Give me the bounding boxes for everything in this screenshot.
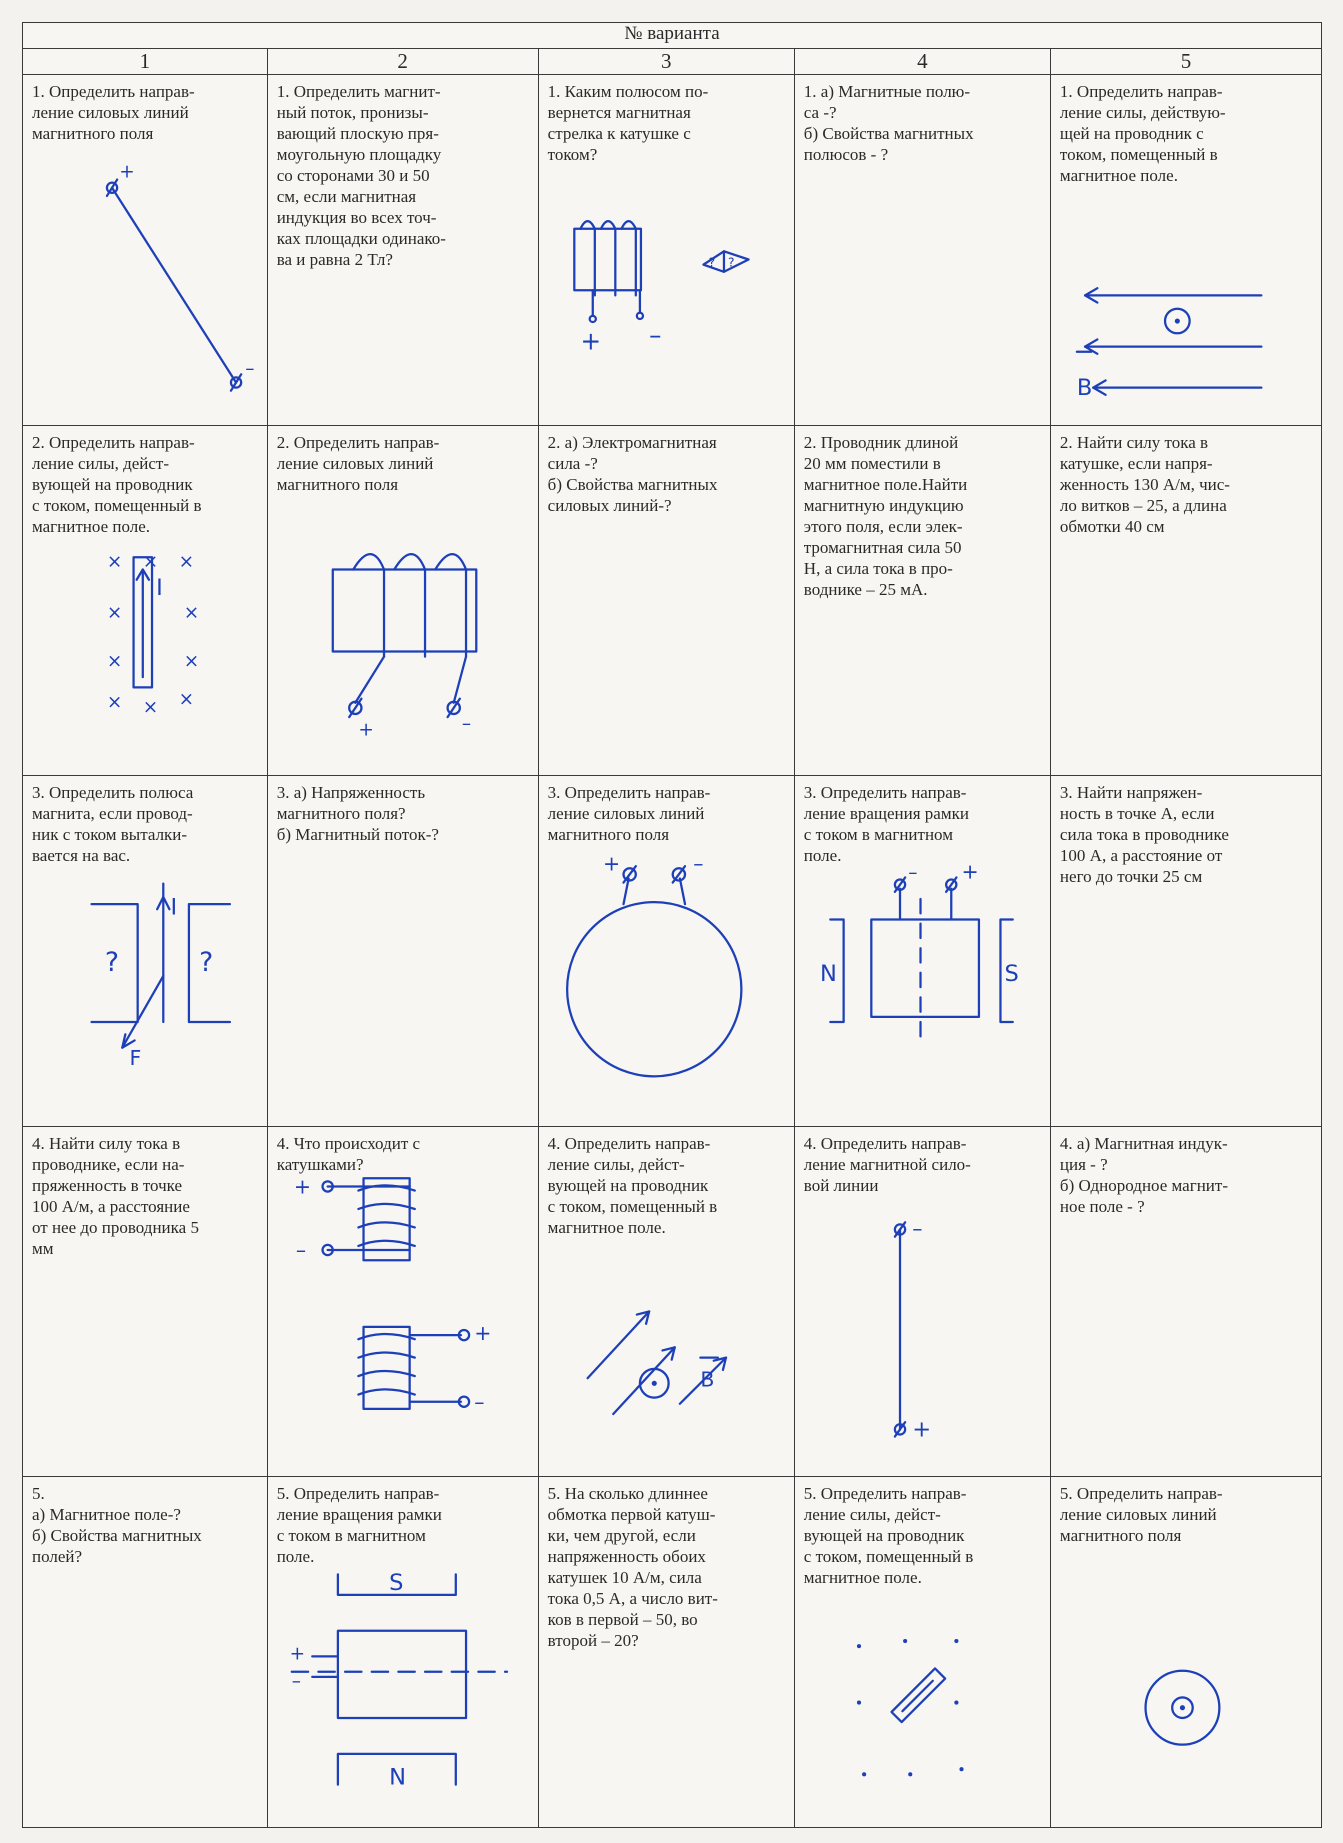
task-cell	[1050, 75, 1321, 426]
task-cell	[23, 1477, 268, 1828]
task-text: 2. Определить направ- ление силовых линий магнитного поля	[276, 432, 440, 494]
svg-text:×: ×	[178, 688, 195, 710]
task-text: 4. Что происходит с катушками?	[276, 1133, 421, 1174]
unknown-label: ?	[199, 947, 214, 979]
minus-label: –	[908, 862, 918, 884]
task-cell	[794, 1126, 1050, 1477]
unknown-label: ?	[104, 947, 120, 979]
task-cell	[267, 1477, 538, 1828]
task-row	[23, 1477, 1322, 1828]
task-cell	[267, 425, 538, 776]
minus-label: –	[648, 320, 662, 350]
task-text: 3. Определить направ- ление силовых линий магнитного поля	[547, 783, 711, 845]
column-number: 2	[267, 48, 538, 75]
minus-label: –	[473, 1389, 485, 1414]
task-cell	[267, 75, 538, 426]
south-label: S	[1004, 961, 1019, 988]
task-cell	[23, 75, 268, 426]
force-label: F	[129, 1046, 142, 1071]
column-number: 4	[794, 48, 1050, 75]
svg-text:×: ×	[183, 602, 200, 624]
plus-label: +	[580, 326, 601, 356]
task-row	[23, 75, 1322, 426]
task-cell	[538, 1126, 794, 1477]
minus-label: –	[295, 1238, 306, 1263]
task-cell	[1050, 1477, 1321, 1828]
task-text: 3. Определить полюса магнита, если провод- ник с током выталки- вается на вас.	[32, 783, 194, 866]
task-cell	[1050, 425, 1321, 776]
task-text: 1. а) Магнитные полю- са -? б) Свойства магнитных полюсов - ?	[803, 82, 974, 165]
task-text: 2. Найти силу тока в катушке, если напря- женность 130 А/м, чис- ло витков – 25, а длина обмотки 40 см	[1059, 432, 1230, 536]
task-cell	[267, 1126, 538, 1477]
task-text: 2. Проводник длиной 20 мм поместили в магнитное поле.Найти магнитную индукцию этого поля, если элек- тромагнитная сила 50 Н, а сила тока в про- воднике – 25 мА.	[803, 432, 968, 599]
task-text: 3. Найти напряжен- ность в точке А, если сила тока в проводнике 100 А, а расстояние от него до точки 25 см	[1059, 783, 1229, 887]
task-text: 5. Определить направ- ление силовых линий магнитного поля	[1059, 1484, 1223, 1546]
task-text: 4. а) Магнитная индук- ция - ? б) Однородное магнит- ное поле - ?	[1059, 1133, 1228, 1216]
plus-label: +	[961, 859, 979, 884]
task-text: 1. Определить магнит- ный поток, пронизы- вающий плоскую пря- моугольную площадку со сторонами 30 и 50 см, если магнитная индукция во всех точ- ках площадки одинако- ва и равна 2 Тл?	[276, 82, 446, 270]
minus-label: –	[291, 1671, 301, 1693]
minus-label: –	[912, 1216, 923, 1241]
svg-text:×: ×	[106, 551, 123, 573]
task-text: 1. Каким полюсом по- вернется магнитная стрелка к катушке с током?	[547, 82, 709, 165]
column-number: 5	[1050, 48, 1321, 75]
south-label: S	[388, 1570, 404, 1597]
unknown-label: ?	[708, 255, 715, 270]
svg-text:×: ×	[178, 551, 195, 573]
task-cell	[794, 75, 1050, 426]
induction-label: B	[1076, 375, 1093, 402]
svg-text:×: ×	[142, 696, 159, 718]
task-cell	[1050, 776, 1321, 1127]
task-cell	[794, 776, 1050, 1127]
column-number-row	[23, 48, 1322, 75]
task-row	[23, 776, 1322, 1127]
svg-text:×: ×	[183, 650, 200, 672]
plus-label: +	[119, 161, 135, 183]
variant-header: № варианта	[23, 23, 1322, 49]
task-text: 5. На сколько длиннее обмотка первой катуш- ки, чем другой, если напряженность обоих катушек 10 А/м, сила тока 0,5 А, а число вит- ков в первой – 50, во второй – 20?	[547, 1484, 718, 1651]
task-cell	[538, 425, 794, 776]
task-text: 1. Определить направ- ление силовых линий магнитного поля	[32, 82, 195, 144]
plus-label: +	[602, 851, 620, 876]
minus-label: –	[692, 851, 704, 876]
north-label: N	[819, 961, 837, 988]
induction-label: B	[700, 1367, 715, 1392]
task-text: 4. Определить направ- ление силы, дейст- вующей на проводник с током, помещенный в магнитное поле.	[547, 1133, 718, 1237]
north-label: N	[388, 1764, 406, 1791]
plus-label: +	[289, 1643, 305, 1665]
plus-label: +	[473, 1321, 492, 1346]
task-cell	[538, 75, 794, 426]
task-text: 4. Определить направ- ление магнитной сило- вой линии	[803, 1133, 971, 1195]
task-cell	[794, 425, 1050, 776]
column-number: 3	[538, 48, 794, 75]
task-row	[23, 1126, 1322, 1477]
task-row	[23, 425, 1322, 776]
unknown-label: ?	[727, 255, 735, 270]
task-cell	[267, 776, 538, 1127]
task-text: 5. Определить направ- ление силы, дейст- вующей на проводник с током, помещенный в магнитное поле.	[803, 1484, 974, 1588]
plus-label: +	[358, 719, 374, 741]
task-cell	[538, 1477, 794, 1828]
svg-text:×: ×	[106, 650, 123, 672]
task-text: 1. Определить направ- ление силы, действую- щей на проводник с током, помещенный в магнитное поле.	[1059, 82, 1226, 186]
task-cell	[23, 425, 268, 776]
task-text: 5. а) Магнитное поле-? б) Свойства магнитных полей?	[32, 1484, 202, 1567]
task-text: 2. а) Электромагнитная сила -? б) Свойства магнитных силовых линий-?	[547, 432, 718, 515]
task-text: 2. Определить направ- ление силы, дейст- вующей на проводник с током, помещенный в магнитное поле.	[32, 432, 202, 536]
svg-text:×: ×	[142, 551, 159, 573]
task-cell	[1050, 1126, 1321, 1477]
task-text: 5. Определить направ- ление вращения рамки с током в магнитном поле.	[276, 1484, 442, 1567]
plus-label: +	[912, 1416, 932, 1443]
two-coils-sketch	[268, 1127, 538, 1477]
task-cell	[23, 776, 268, 1127]
task-text: 3. Определить направ- ление вращения рамки с током в магнитном поле.	[803, 783, 969, 866]
column-number: 1	[23, 48, 268, 75]
svg-text:×: ×	[106, 691, 123, 713]
plus-label: +	[293, 1174, 311, 1199]
variants-table	[22, 22, 1322, 1828]
current-label: I	[170, 894, 178, 921]
task-cell	[538, 776, 794, 1127]
minus-label: –	[245, 358, 255, 380]
current-label: I	[156, 574, 163, 601]
task-text: 3. а) Напряженность магнитного поля? б) Магнитный поток-?	[276, 783, 439, 845]
worksheet	[22, 22, 1322, 1828]
minus-label: –	[461, 713, 471, 735]
task-cell	[794, 1477, 1050, 1828]
svg-text:×: ×	[106, 602, 123, 624]
task-cell	[23, 1126, 268, 1477]
task-text: 4. Найти силу тока в проводнике, если на- пряженность в точке 100 А/м, а расстояние от нее до проводника 5 мм	[32, 1133, 199, 1258]
